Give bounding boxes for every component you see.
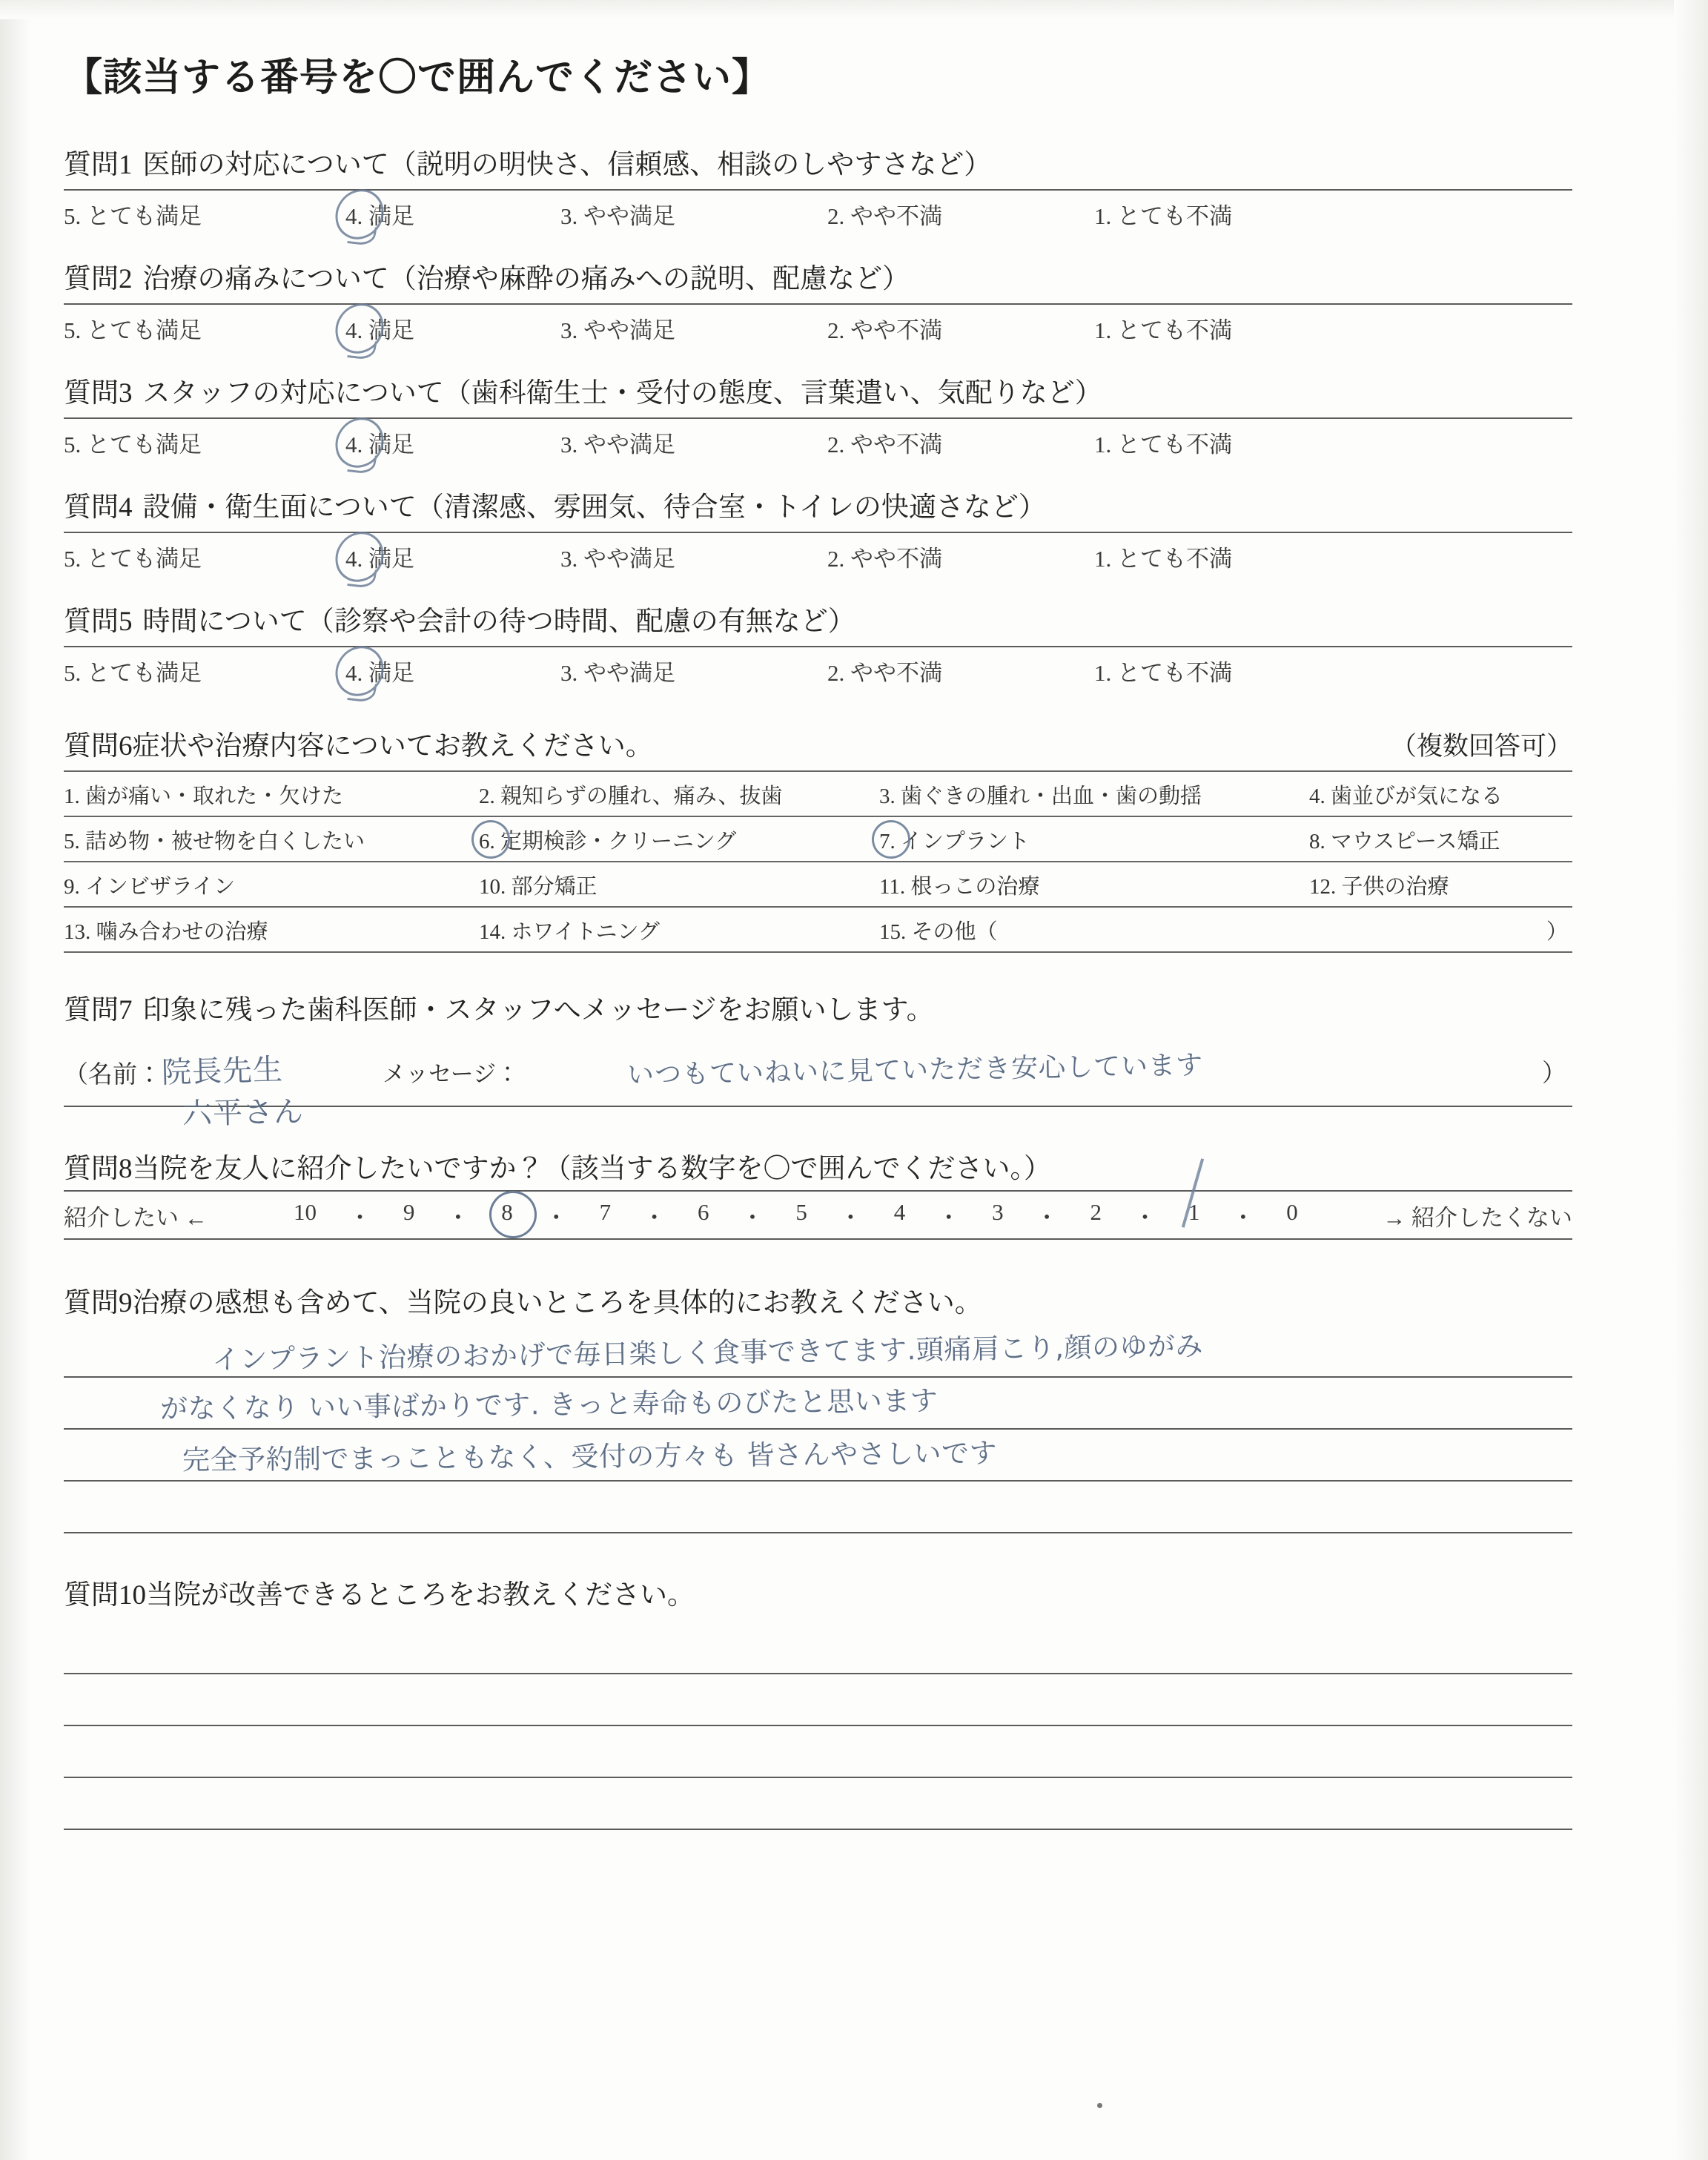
question-3-text: スタッフの対応について（歯科衛生士・受付の態度、言葉遣い、気配りなど）	[142, 378, 1102, 409]
q8-dot: ・	[544, 1205, 568, 1231]
question-8	[64, 1146, 1635, 1240]
scan-speck	[1097, 2103, 1102, 2108]
question-7-text: 印象に残った歯科医師・スタッフへメッセージをお願いします。	[142, 995, 934, 1025]
q5-option-4[interactable]	[345, 654, 560, 687]
q8-dot: ・	[643, 1205, 666, 1231]
question-7	[64, 987, 1635, 1132]
question-2	[64, 256, 1635, 345]
q8-number-9[interactable]: 9	[403, 1199, 415, 1225]
q8-number-2[interactable]: 2	[1090, 1199, 1102, 1225]
q10-line-1[interactable]	[64, 1622, 1572, 1674]
handwritten-circle-icon	[487, 1189, 539, 1241]
question-5-text: 時間について（診察や会計の待つ時間、配慮の有無など）	[142, 607, 855, 637]
page-title: 【該当する番号を〇で囲んでください】	[64, 57, 772, 99]
q6-row-1	[64, 770, 1572, 817]
q6-option-7[interactable]	[879, 825, 1309, 855]
q8-dot: ・	[1231, 1205, 1255, 1231]
q8-number-6[interactable]: 6	[698, 1199, 709, 1225]
q1-option-3[interactable]: 3. やや満足	[560, 203, 675, 229]
q9-handwritten-line-3: 完全予約制でまっこともなく、受付の方々も 皆さんやさしいです	[182, 1437, 998, 1476]
q7-handwritten-name-line1: 院長先生	[161, 1052, 284, 1091]
handwritten-circle-icon	[333, 641, 385, 701]
q1-option-1[interactable]: 1. とても不満	[1094, 203, 1232, 229]
handwritten-circle-icon	[333, 413, 385, 472]
q2-option-3[interactable]: 3. やや満足	[560, 317, 675, 343]
question-1-heading	[64, 142, 1635, 182]
question-3-heading	[64, 370, 1635, 410]
question-9-answer-area[interactable]	[64, 1326, 1572, 1533]
q9-handwritten-line-2: がなくなり いい事ばかりです. きっと寿命ものびたと思います	[159, 1384, 939, 1425]
q7-name-label: （名前：	[64, 1062, 162, 1089]
question-9-text: 治療の感想も含めて、当院の良いところを具体的にお教えください。	[132, 1288, 982, 1318]
question-4-label: 質問4	[64, 492, 133, 523]
q6-option-7-label: 7. インプラント	[879, 830, 1030, 853]
question-8-heading	[64, 1146, 1635, 1186]
q1-option-4[interactable]	[345, 197, 560, 231]
q8-number-list	[286, 1199, 1328, 1232]
question-5-label: 質問5	[64, 607, 133, 637]
q8-number-8[interactable]	[501, 1199, 513, 1232]
q8-dot: ・	[446, 1205, 470, 1231]
q9-handwritten-line-1: インプラント治療のおかげで毎日楽しく食事できてます.頭痛肩こり,顔のゆがみ	[211, 1330, 1204, 1376]
q1-option-2[interactable]: 2. やや不満	[827, 203, 942, 229]
q4-option-3[interactable]: 3. やや満足	[560, 546, 675, 572]
question-6-label: 質問6	[64, 731, 133, 762]
q6-option-11[interactable]: 11. 根っこの治療	[879, 875, 1040, 899]
question-10-answer-area[interactable]	[64, 1622, 1572, 1830]
q1-option-5[interactable]: 5. とても満足	[64, 203, 202, 229]
question-4	[64, 484, 1635, 573]
question-3	[64, 370, 1635, 459]
q6-option-15[interactable]: 15. その他（	[879, 920, 998, 944]
question-8-text: 当院を友人に紹介したいですか？（該当する数字を〇で囲んでください。）	[132, 1154, 1051, 1184]
scan-edge-left	[0, 0, 31, 2160]
q3-option-1[interactable]: 1. とても不満	[1094, 432, 1232, 458]
q6-option-15-close: ）	[1546, 920, 1568, 944]
q5-option-2[interactable]: 2. やや不満	[827, 660, 942, 686]
question-10-label: 質問10	[64, 1580, 146, 1611]
question-9-heading	[64, 1280, 1635, 1320]
q10-line-3[interactable]	[64, 1726, 1572, 1778]
q1-option-4-label: 4. 満足	[345, 203, 414, 229]
scan-edge-top	[0, 0, 1708, 19]
question-1-text: 医師の対応について（説明の明快さ、信頼感、相談のしやすさなど）	[142, 150, 992, 180]
q8-dot: ・	[937, 1205, 961, 1231]
q5-option-1[interactable]: 1. とても不満	[1094, 660, 1232, 686]
q3-option-4-label: 4. 満足	[345, 432, 414, 458]
question-10-text: 当院が改善できるところをお教えください。	[146, 1580, 695, 1611]
q6-option-8[interactable]: 8. マウスピース矯正	[1309, 830, 1500, 853]
question-6	[64, 723, 1635, 953]
q10-line-2[interactable]	[64, 1674, 1572, 1726]
q6-option-5[interactable]: 5. 詰め物・被せ物を白くしたい	[64, 830, 365, 853]
q7-message-label: メッセージ：	[383, 1061, 520, 1087]
q2-option-1[interactable]: 1. とても不満	[1094, 317, 1232, 343]
question-6-options-grid	[64, 770, 1572, 953]
question-1-scale	[64, 191, 1572, 231]
q8-number-8-label: 8	[501, 1199, 513, 1225]
question-7-answer-line[interactable]	[64, 1034, 1572, 1132]
question-2-heading	[64, 256, 1635, 296]
q2-option-5[interactable]: 5. とても満足	[64, 317, 202, 343]
handwritten-circle-icon	[333, 299, 385, 358]
q7-handwritten-message: いつもていねいに見ていただき安心しています	[626, 1050, 1204, 1091]
question-10-heading	[64, 1572, 1635, 1612]
q5-option-5[interactable]: 5. とても満足	[64, 660, 202, 686]
question-8-label: 質問8	[64, 1154, 133, 1184]
q2-option-4[interactable]	[345, 311, 560, 345]
q6-row-3	[64, 862, 1572, 908]
question-2-scale	[64, 305, 1572, 345]
handwritten-circle-icon	[333, 527, 385, 587]
q4-option-4[interactable]	[345, 540, 560, 573]
q6-option-13[interactable]: 13. 噛み合わせの治療	[64, 920, 268, 944]
q5-option-3[interactable]: 3. やや満足	[560, 660, 675, 686]
question-5	[64, 598, 1635, 687]
question-4-text: 設備・衛生面について（清潔感、雰囲気、待合室・トイレの快適さなど）	[142, 492, 1046, 523]
q6-option-12[interactable]: 12. 子供の治療	[1309, 875, 1449, 899]
q4-option-2[interactable]: 2. やや不満	[827, 546, 942, 572]
q8-dot: ・	[741, 1205, 764, 1231]
q8-left-label: 紹介したい ←	[64, 1205, 208, 1231]
q2-option-4-label: 4. 満足	[345, 317, 414, 343]
q6-option-9[interactable]: 9. インビザライン	[64, 875, 236, 899]
q8-number-7[interactable]: 7	[599, 1199, 612, 1225]
q8-number-5[interactable]: 5	[795, 1199, 807, 1225]
q8-number-1[interactable]: 1	[1188, 1199, 1200, 1225]
q6-option-4[interactable]: 4. 歯並びが気になる	[1309, 785, 1503, 808]
question-1	[64, 142, 1635, 231]
question-3-scale	[64, 419, 1572, 459]
q8-number-4[interactable]: 4	[893, 1199, 906, 1225]
q6-row-2	[64, 817, 1572, 862]
q8-dot: ・	[1035, 1205, 1059, 1231]
q3-option-3[interactable]: 3. やや満足	[560, 432, 675, 458]
question-9	[64, 1280, 1635, 1533]
q6-option-14[interactable]: 14. ホワイトニング	[479, 920, 660, 944]
q3-option-2[interactable]: 2. やや不満	[827, 432, 942, 458]
question-6-text: 症状や治療内容についてお教えください。	[132, 731, 653, 762]
question-7-heading	[64, 987, 1635, 1027]
q6-option-2[interactable]: 2. 親知らずの腫れ、痛み、抜歯	[479, 785, 783, 808]
question-4-heading	[64, 484, 1635, 524]
q9-line-4[interactable]	[64, 1482, 1572, 1533]
q3-option-4[interactable]	[345, 426, 560, 459]
question-2-text: 治療の痛みについて（治療や麻酔の痛みへの説明、配慮など）	[142, 264, 910, 294]
q3-option-5[interactable]: 5. とても満足	[64, 432, 202, 458]
q8-dot: ・	[348, 1205, 371, 1231]
question-3-label: 質問3	[64, 378, 133, 409]
question-1-label: 質問1	[64, 150, 133, 180]
q6-option-10[interactable]: 10. 部分矯正	[479, 875, 598, 899]
q4-option-5[interactable]: 5. とても満足	[64, 546, 202, 572]
q8-dot: ・	[1133, 1205, 1156, 1231]
q6-row-4	[64, 908, 1572, 953]
question-6-heading	[64, 723, 1572, 763]
q7-close-paren: ）	[1542, 1060, 1566, 1087]
q6-option-1[interactable]: 1. 歯が痛い・取れた・欠けた	[64, 785, 344, 808]
question-4-scale	[64, 533, 1572, 573]
q10-line-4[interactable]	[64, 1778, 1572, 1830]
question-5-scale	[64, 647, 1572, 687]
scan-edge-right	[1674, 0, 1708, 2160]
handwritten-circle-icon	[333, 185, 385, 244]
question-9-label: 質問9	[64, 1288, 133, 1318]
question-7-label: 質問7	[64, 995, 133, 1025]
q5-option-4-label: 4. 満足	[345, 660, 414, 686]
q8-right-label: → 紹介したくない	[1383, 1205, 1572, 1231]
question-5-heading	[64, 598, 1635, 638]
q8-number-0[interactable]: 0	[1286, 1199, 1298, 1225]
q6-option-6[interactable]	[479, 825, 879, 855]
q2-option-2[interactable]: 2. やや不満	[827, 317, 942, 343]
q6-option-6-label: 6. 定期検診・クリーニング	[479, 830, 737, 853]
question-8-scale	[64, 1190, 1572, 1240]
q8-number-10[interactable]: 10	[294, 1199, 317, 1225]
q8-dot: ・	[838, 1205, 862, 1231]
question-10	[64, 1572, 1635, 1830]
question-6-note: （複数回答可）	[1390, 732, 1572, 761]
q7-handwritten-name-line2: 六平さん	[182, 1094, 305, 1132]
q4-option-1[interactable]: 1. とても不満	[1094, 546, 1232, 572]
question-6-title	[64, 723, 653, 763]
q8-number-3[interactable]: 3	[992, 1199, 1004, 1225]
q4-option-4-label: 4. 満足	[345, 546, 414, 572]
q6-option-3[interactable]: 3. 歯ぐきの腫れ・出血・歯の動揺	[879, 785, 1202, 808]
question-2-label: 質問2	[64, 264, 133, 294]
survey-content	[64, 46, 1635, 1855]
